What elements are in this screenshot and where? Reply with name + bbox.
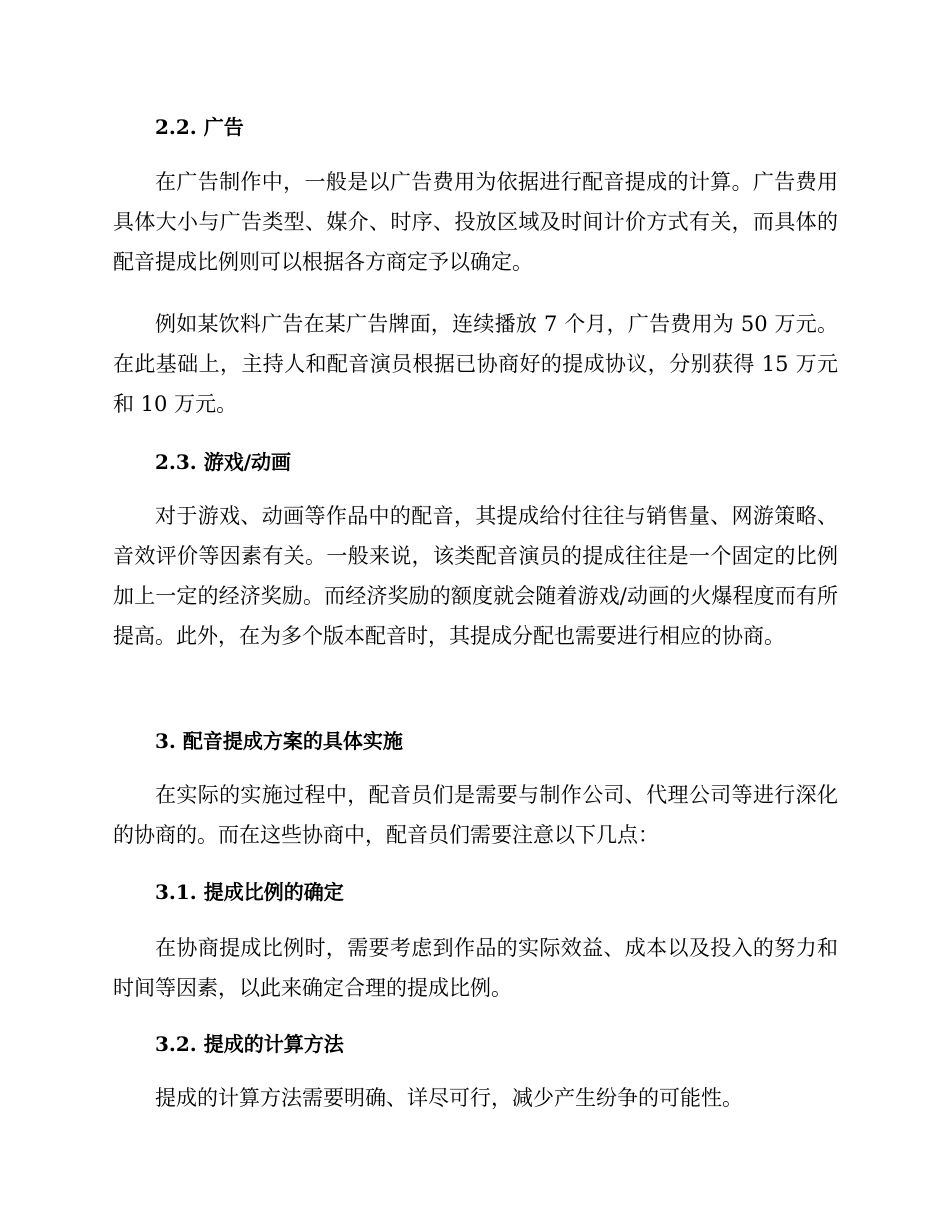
section-heading: 3.2. 提成的计算方法 [155, 1032, 344, 1056]
paragraph: 在协商提成比例时，需要考虑到作品的实际效益、成本以及投入的努力和时间等因素，以此来确定合理的提成比例。 [113, 936, 838, 1000]
paragraph: 例如某饮料广告在某广告牌面，连续播放 7 个月，广告费用为 50 万元。在此基础上，主持人和配音演员根据已协商好的提成协议，分别获得 15 万元和 10 万元。 [113, 312, 838, 416]
paragraph: 在广告制作中，一般是以广告费用为依据进行配音提成的计算。广告费用具体大小与广告类型、媒介、时序、投放区域及时间计价方式有关，而具体的配音提成比例则可以根据各方商定予以确定。 [113, 170, 838, 274]
section-heading: 2.3. 游戏/动画 [155, 450, 292, 474]
section-heading: 3. 配音提成方案的具体实施 [155, 729, 403, 753]
paragraph: 提成的计算方法需要明确、详尽可行，减少产生纷争的可能性。 [155, 1086, 743, 1110]
paragraph: 对于游戏、动画等作品中的配音，其提成给付往往与销售量、网游策略、音效评价等因素有关。一般来说，该类配音演员的提成往往是一个固定的比例加上一定的经济奖励。而经济奖励的额度就会随着游戏/动画的火爆程度而有所提高。此外，在为多个版本配音时，其提成分配也需要进行相应的协商。 [113, 504, 838, 648]
section-heading: 2.2. 广告 [155, 115, 244, 139]
section-heading: 3.1. 提成比例的确定 [155, 880, 344, 904]
paragraph: 在实际的实施过程中，配音员们是需要与制作公司、代理公司等进行深化的协商的。而在这些协商中，配音员们需要注意以下几点： [113, 783, 838, 847]
